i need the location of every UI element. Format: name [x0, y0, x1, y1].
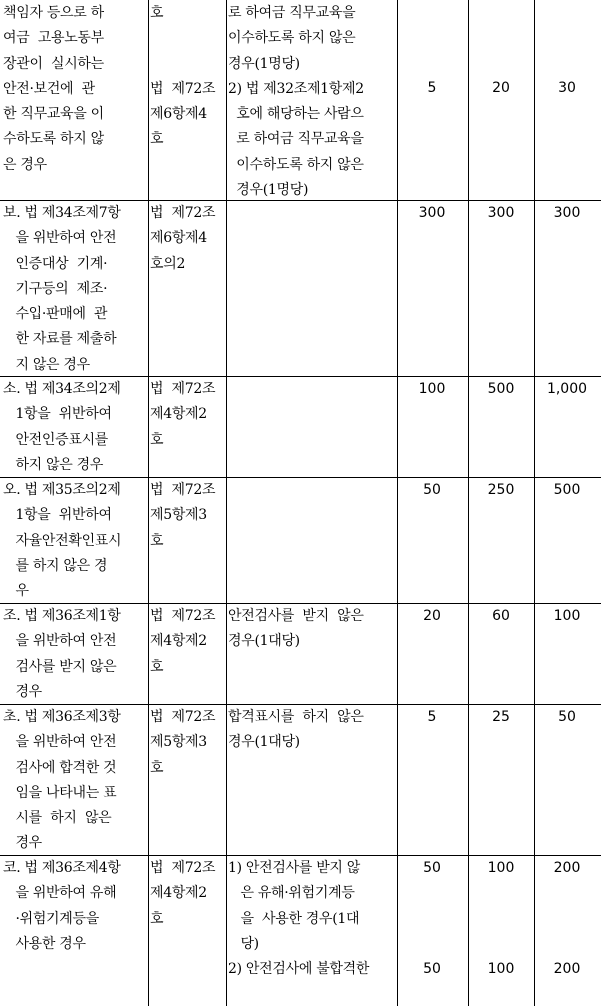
- violation-cell: 초. 법 제36조제3항 을 위반하여 안전 검사에 합격한 것 임을 나타내는 표 시를 하지 않은 경우: [3, 709, 121, 852]
- detail-cell: 합격표시를 하지 않은 경우(1대당): [228, 709, 364, 751]
- fine-third: 50: [558, 709, 576, 725]
- fine-third: 500: [553, 482, 581, 498]
- fine-third: 1,000: [546, 381, 588, 397]
- fine-second: 100: [487, 860, 515, 876]
- violation-cell: 책임자 등으로 하 여금 고용노동부 장관이 실시하는 안전·보건에 관 한 직무교육을 이 수하도록 하지 않 은 경우: [3, 5, 104, 173]
- fine-second: 100: [487, 961, 515, 977]
- violation-cell: 오. 법 제35조의2제 1항을 위반하여 자율안전확인표시 를 하지 않은 경 우: [3, 482, 122, 600]
- fine-first: 300: [418, 205, 446, 221]
- detail-cell: 로 하여금 직무교육을 이수하도록 하지 않은 경우(1명당) 2) 법 제32조제1항제2 호에 해당하는 사람으 로 하여금 직무교육을 이수하도록 하지 않은 경우(1명당): [228, 5, 364, 199]
- fine-first: 50: [423, 482, 441, 498]
- violation-cell: 조. 법 제36조제1항 을 위반하여 안전 검사를 받지 않은 경우: [3, 608, 121, 700]
- detail-cell: 1) 안전검사를 받지 않 은 유해·위험기계등 을 사용한 경우(1대 당) 2) 안전검사에 불합격한: [228, 860, 370, 978]
- legal-basis-cell: 호 법 제72조 제6항제4 호: [150, 5, 216, 148]
- legal-basis-cell: 법 제72조 제5항제3 호: [150, 482, 216, 549]
- fine-first: 5: [427, 709, 437, 725]
- legal-basis-cell: 법 제72조 제6항제4 호의2: [150, 205, 216, 272]
- fine-third: 200: [553, 961, 581, 977]
- fine-third: 100: [553, 608, 581, 624]
- violation-cell: 소. 법 제34조의2제 1항을 위반하여 안전인증표시를 하지 않은 경우: [3, 381, 121, 473]
- fine-third: 200: [553, 860, 581, 876]
- violation-cell: 코. 법 제36조제4항 을 위반하여 유해 ·위험기계등을 사용한 경우: [3, 860, 121, 952]
- fine-first: 50: [423, 860, 441, 876]
- legal-basis-cell: 법 제72조 제4항제2 호: [150, 608, 216, 675]
- fine-second: 25: [492, 709, 510, 725]
- fine-second: 60: [492, 608, 510, 624]
- violation-cell: 보. 법 제34조제7항 을 위반하여 안전 인증대상 기계· 기구등의 제조· 수입·판매에 관 한 자료를 제출하 지 않은 경우: [3, 205, 121, 373]
- fine-second: 300: [487, 205, 515, 221]
- fine-first: 50: [423, 961, 441, 977]
- fine-second: 250: [487, 482, 515, 498]
- fine-third: 30: [558, 80, 576, 96]
- fine-second: 20: [492, 80, 510, 96]
- legal-basis-cell: 법 제72조 제4항제2 호: [150, 381, 216, 448]
- fine-second: 500: [487, 381, 515, 397]
- fine-first: 100: [418, 381, 446, 397]
- fine-third: 300: [553, 205, 581, 221]
- detail-cell: 안전검사를 받지 않은 경우(1대당): [228, 608, 364, 650]
- fine-first: 20: [423, 608, 441, 624]
- fine-first: 5: [427, 80, 437, 96]
- legal-basis-cell: 법 제72조 제5항제3 호: [150, 709, 216, 776]
- legal-basis-cell: 법 제72조 제4항제2 호: [150, 860, 216, 927]
